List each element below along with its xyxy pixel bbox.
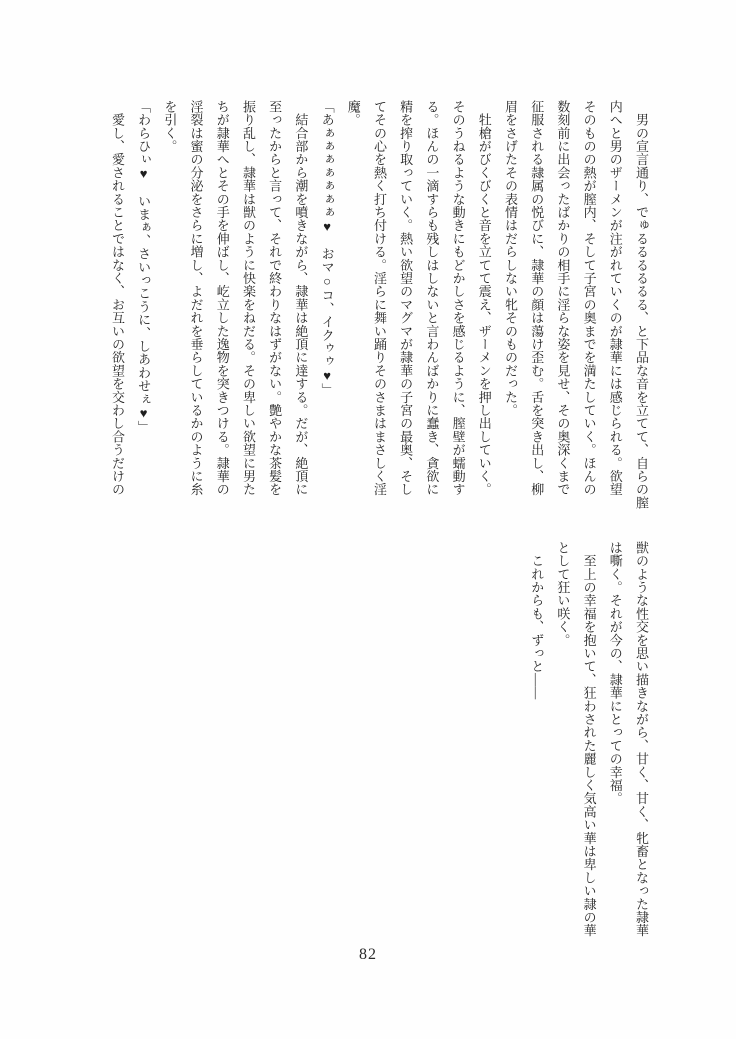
text-line: 男の宣言通り、でゅるるるるるる、と下品な音を立てて、自らの膣	[634, 100, 649, 510]
text-line: 数刻前に出会ったばかりの相手に淫らな姿を見せ、その奥深くまで	[555, 100, 571, 496]
text-line: ちが隷華へとその手を伸ばし、屹立した逸物を突きつける。隷華の	[214, 100, 230, 496]
text-line: 「あぁぁぁぁぁぁぁ♥ おマ○コ、イクゥゥ♥」	[319, 100, 335, 397]
text-line: 精を搾り取っていく。熱い欲望のマグマが隷華の子宮の最奥、そし	[398, 100, 414, 496]
text-line: 獣のような性交を思い描きながら、甘く、甘く、牝畜となった隷華	[634, 541, 649, 937]
text-line: 至ったからと言って、それで終わりなはずがない。艶やかな茶髪を	[267, 100, 283, 496]
text-line: 淫裂は蜜の分泌をさらに増し、よだれを垂らしているかのように糸	[188, 100, 204, 496]
text-line: 牡槍がびくびくと音を立てて震え、ザーメンを押し出していく。	[476, 100, 492, 496]
text-line: 内へと男のザーメンが注がれていくのが隷華には感じられる。欲望	[607, 100, 623, 496]
text-block-upper	[104, 100, 654, 530]
text-line: てその心を熱く打ち付ける。淫らに舞い踊りそのさまはまさしく淫	[371, 100, 387, 496]
text-line: これからも、ずっと――	[529, 541, 545, 700]
text-line: 「わらひぃ♥ いまぁ、さいっこうに、しあわせぇ♥」	[136, 100, 152, 434]
text-line: 眉をさげたその表情はだらしない牝そのものだった。	[502, 100, 518, 417]
text-line: 魔。	[345, 100, 361, 127]
text-line: 振り乱し、隷華は獣のように快楽をねだる。その卑しい欲望に男た	[240, 100, 256, 496]
text-line: 愛し、愛されることではなく、お互いの欲望を交わし合うだけの	[109, 100, 125, 496]
text-line: る。ほんの一滴すらも残しはしないと言わんばかりに蠢き、貪欲に	[424, 100, 440, 496]
text-line: として狂い咲く。	[555, 541, 571, 647]
text-line: を引く。	[162, 100, 178, 153]
page-number: 82	[359, 946, 377, 963]
text-line: は嘶く。それが今の、隷華にとっての幸福。	[607, 541, 623, 805]
text-line: 征服される隷属の悦びに、隷華の顔は蕩け歪む。舌を突き出し、柳	[529, 100, 545, 496]
text-line: そのうねるような動きにもどかしさを感じるように、膣壁が蠕動す	[450, 100, 466, 496]
text-line: 結合部から潮を噴きながら、隷華は絶頂に達する。だが、絶頂に	[293, 100, 309, 496]
text-line: そのものの熱が膣内、そして子宮の奥までを満たしていく。ほんの	[581, 100, 597, 496]
text-line: 至上の幸福を抱いて、狂わされた麗しく気高い華は卑しい隷の華	[581, 541, 597, 937]
text-block-lower	[523, 541, 654, 971]
